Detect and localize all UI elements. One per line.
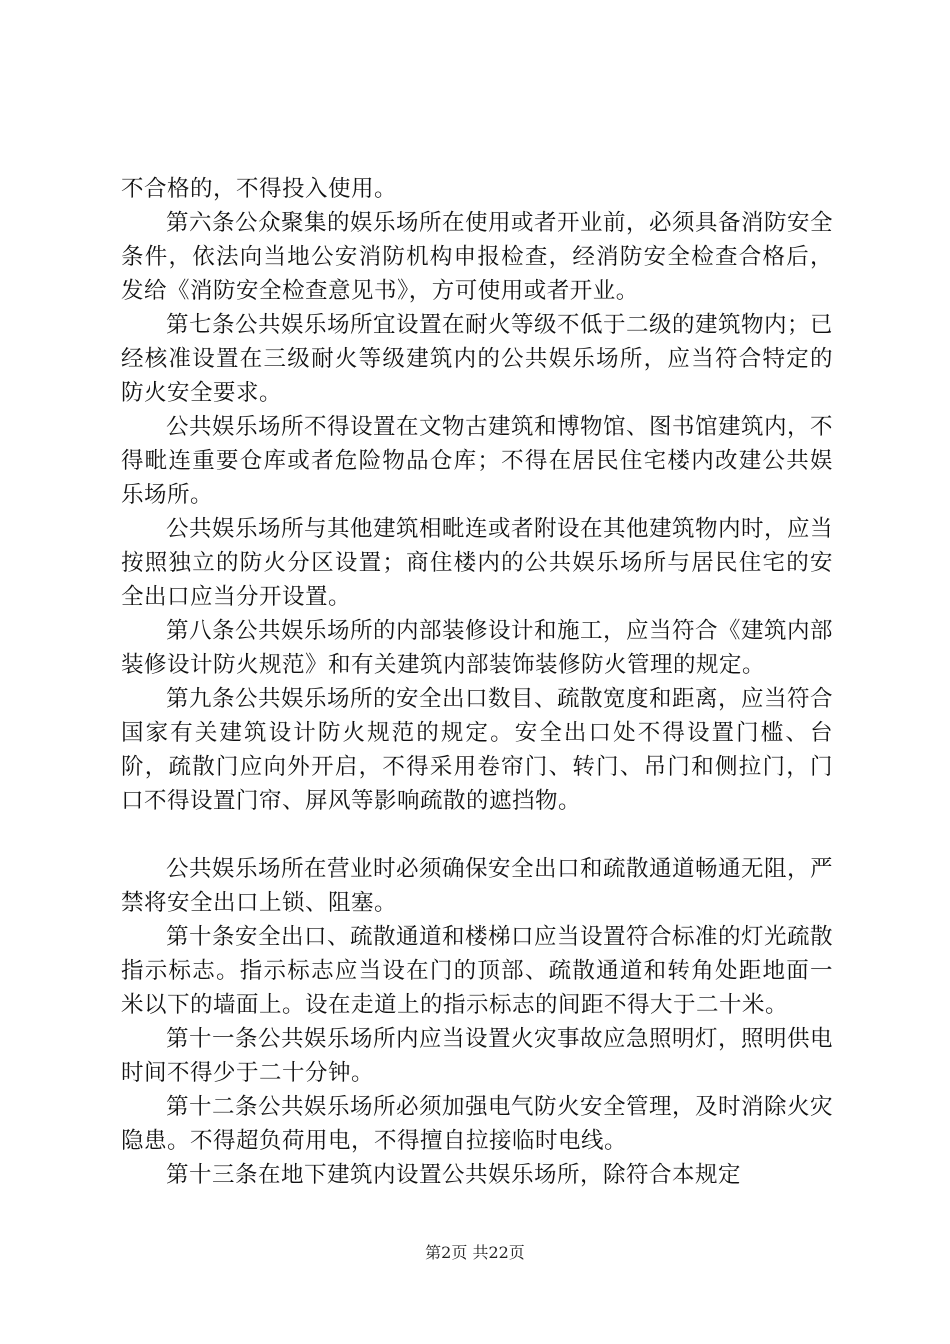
page-footer: 第2页 共22页 — [425, 1243, 525, 1262]
paragraph-1: 不合格的，不得投入使用。 — [121, 176, 398, 202]
paragraph-article-7-adjacent: 公共娱乐场所与其他建筑相毗连或者附设在其他建筑物内时，应当按照独立的防火分区设置；商住楼内的公共娱乐场所与居民住宅的安全出口应当分开设置。 — [121, 516, 834, 610]
paragraph-article-9-exits: 公共娱乐场所在营业时必须确保安全出口和疏散通道畅通无阻，严禁将安全出口上锁、阻塞。 — [121, 856, 834, 916]
paragraph-article-6: 第六条公众聚集的娱乐场所在使用或者开业前，必须具备消防安全条件，依法向当地公安消防机构申报检查，经消防安全检查合格后，发给《消防安全检查意见书》，方可使用或者开业。 — [121, 210, 834, 304]
paragraph-article-9: 第九条公共娱乐场所的安全出口数目、疏散宽度和距离，应当符合国家有关建筑设计防火规范的规定。安全出口处不得设置门槛、台阶，疏散门应向外开启，不得采用卷帘门、转门、吊门和侧拉门，门口不得设置门帘、屏风等影响疏散的遮挡物。 — [121, 686, 834, 814]
paragraph-article-7-location: 公共娱乐场所不得设置在文物古建筑和博物馆、图书馆建筑内，不得毗连重要仓库或者危险物品仓库；不得在居民住宅楼内改建公共娱乐场所。 — [121, 414, 834, 508]
paragraph-article-10: 第十条安全出口、疏散通道和楼梯口应当设置符合标准的灯光疏散指示标志。指示标志应当设在门的顶部、疏散通道和转角处距地面一米以下的墙面上。设在走道上的指示标志的间距不得大于二十米。 — [121, 924, 834, 1018]
paragraph-article-8: 第八条公共娱乐场所的内部装修设计和施工，应当符合《建筑内部装修设计防火规范》和有关建筑内部装饰装修防火管理的规定。 — [121, 618, 834, 678]
document-body — [121, 172, 833, 1192]
paragraph-article-11: 第十一条公共娱乐场所内应当设置火灾事故应急照明灯，照明供电时间不得少于二十分钟。 — [121, 1026, 834, 1086]
paragraph-article-12: 第十二条公共娱乐场所必须加强电气防火安全管理，及时消除火灾隐患。不得超负荷用电，不得擅自拉接临时电线。 — [121, 1094, 834, 1154]
paragraph-article-13: 第十三条在地下建筑内设置公共娱乐场所，除符合本规定 — [166, 1162, 742, 1188]
paragraph-article-7: 第七条公共娱乐场所宜设置在耐火等级不低于二级的建筑物内；已经核准设置在三级耐火等级建筑内的公共娱乐场所，应当符合特定的防火安全要求。 — [121, 312, 834, 406]
